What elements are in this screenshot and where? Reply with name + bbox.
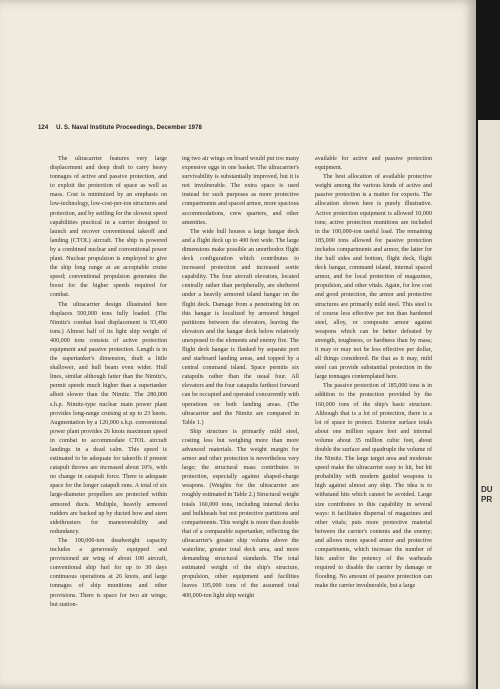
next-page-edge [478,120,500,689]
page-number: 124 [38,125,49,131]
text-column-2 [182,155,299,601]
paragraph: The best allocation of available protective weight among the various kinds of active and passive protection is a matter for experts. The allocation shown here is purely illustrative. Active protection equipment is allowed 10,000 tons; active protection munitions are included in the 100,000-ton useful load. The remaining 185,000 tons allowed for passive protection includes compartments and armor, the latter for the hull sides and bottom, flight deck, flight deck hangar, command island, internal spaced armor, and for local protection of magazines, propulsion, and other vitals. Again, for low cost and good protection, the armor and protective structures are primarily mild steel. This steel is of course less effective per ton than hardened steel, alloy, or composite armor against weapons which can be better defeated by strength, toughness, or hardness than by mass; it may or may not be less effective per dollar, all things considered. Be that as it may, mild steel can provide substantial protection in the large tonnages contemplated here. [315,174,432,381]
running-header [38,125,202,131]
paragraph: available for active and passive protection equipment. [315,156,432,172]
text-column-3 [315,155,432,592]
paragraph: The passive protection of 185,000 tons is in addition to the protection provided by the 160,000 tons of the ship's basic structure. Although that is a lot of protection, there is a lot of space to protect. Exterior surface totals about one million square feet and internal volume about 35 million cubic feet, about double the surface and quadruple the volume of the Nimitz. The large target area and moderate speed make the ultracarrier easy to hit, but hit probability with modern guided weapons is high against almost any ship. The idea is to withstand hits which cannot be avoided. Large size contributes to this capability in several ways: it facilitates dispersal of magazines and other vitals; puts more protective material between the carrier's contents and the enemy; and allows more spaced armor and protective compartments, which increase the number of hits and/or the potency of the warheads required to disable the carrier by damage or flooding. No amount of passive protection can make the carrier invulnerable, but a large [315,383,432,590]
paragraph: The ultracarrier design illustrated here displaces 500,000 tons fully loaded. (The Nimitz's combat load displacement is 93,400 tons.) Almost half of its light ship weight of 400,000 tons consists of active protection equipment and passive protection. Length is in the supertanker's dimension, draft a little shallower, and hull beam even wider. Hull lines, similar although fatter than the Nimitz's, permit speeds much higher than a supertanker albeit slower than the Nimitz. The 280,000 s.h.p. Nimitz-type nuclear main power plant provides long-range cruising at up to 23 knots. Augmentation by a 120,000 s.h.p. conventional power plant provides 26 knots maximum speed in combat to accommodate CTOL aircraft landings in a dead calm. This speed is estimated to be adequate for takeoffs if present catapult throws are increased about 10%, with no change in catapult force. There is adequate space for the longer catapult runs. A total of six large-diameter propellers are protected within armored ducts. Multiple, heavily armored rudders are backed up by ducted bow and stern sidethrusters for maneuverability and redundancy. [50,301,167,535]
paragraph: The ultracarrier features very large displacement and deep draft to carry heavy tonnages of active and passive protection, and to exploit the protection of space as well as mass. Cost is minimized by an emphasis on low-technology, low-cost-per-ton structures and protection, and by settling for the slowest speed capabilities practical in a carrier designed to launch and recover conventional takeoff and landing (CTOL) aircraft. The ship is powered by a combined nuclear and conventional power plant. Nuclear propulsion is employed to give the ship long range at an acceptable cruise speed; conventional propulsion generates the boost for the higher speeds required for combat. [50,156,167,299]
next-page-fragment: DU PR [481,485,493,504]
paragraph: The wide hull houses a large hangar deck and a flight deck up to 400 feet wide. The large dimensions make possible an unorthodox flight deck configuration which contributes to increased protection and increased sortie capability. The four aircraft elevators, located centrally rather than peripherally, are sheltered under a heavily armored island hangar on the flight deck. Damage from a penetrating hit on this hangar is localized by armored hinged partitions between the elevators, leaving the elevators and the hangar deck below relatively unexposed to the elements and enemy fire. The flight deck hangar is flanked by separate port and starboard landing areas, and topped by a central command island. Space permits six catapults rather than the usual four. All elevators and the four catapults farthest forward can be occupied and operated concurrently with operations on both landing areas. (The ultracarrier and the Nimitz are compared in Table 1.) [182,228,299,426]
paragraph: The 100,000-ton deadweight capacity includes a generously equipped and provisioned air wing of about 100 aircraft, conventional ship fuel for up to 30 days continuous operations at 26 knots, and large tonnages of ship munitions and other provisions. There is space for two air wings; but station- [50,537,167,608]
text-column-1 [50,155,167,610]
paragraph: Ship structure is primarily mild steel, costing less but weighing more than more advanced materials. The weight margin for armor and other protection is nevertheless very large; the structural mass contributes to protection, especially against shaped-charge weapons. (Weights for the ultracarrier are roughly estimated in Table 2.) Structural weight totals 160,000 tons, including internal decks and bulkheads but not protective partitions and compartments. This weight is more than double that of a comparable supertanker, reflecting the ultracarrier's greater ship volume above the waterline, greater total deck area, and more demanding structural standards. The total estimated weight of the ship's structure, propulsion, other equipment and facilities leaves 195,000 tons of the assumed total 400,000-ton light ship weight [182,428,299,599]
paragraph: ing two air wings on board would put too many expensive eggs in one basket. The ultracarrier's survivability is substantially improved, but it is not invulnerable. The extra space is used instead for such purposes as more protective compartments and spaced armor, more spacious accommodations, crew quarters, and other amenities. [182,156,299,226]
running-title: U. S. Naval Institute Proceedings, December 1978 [56,125,202,131]
